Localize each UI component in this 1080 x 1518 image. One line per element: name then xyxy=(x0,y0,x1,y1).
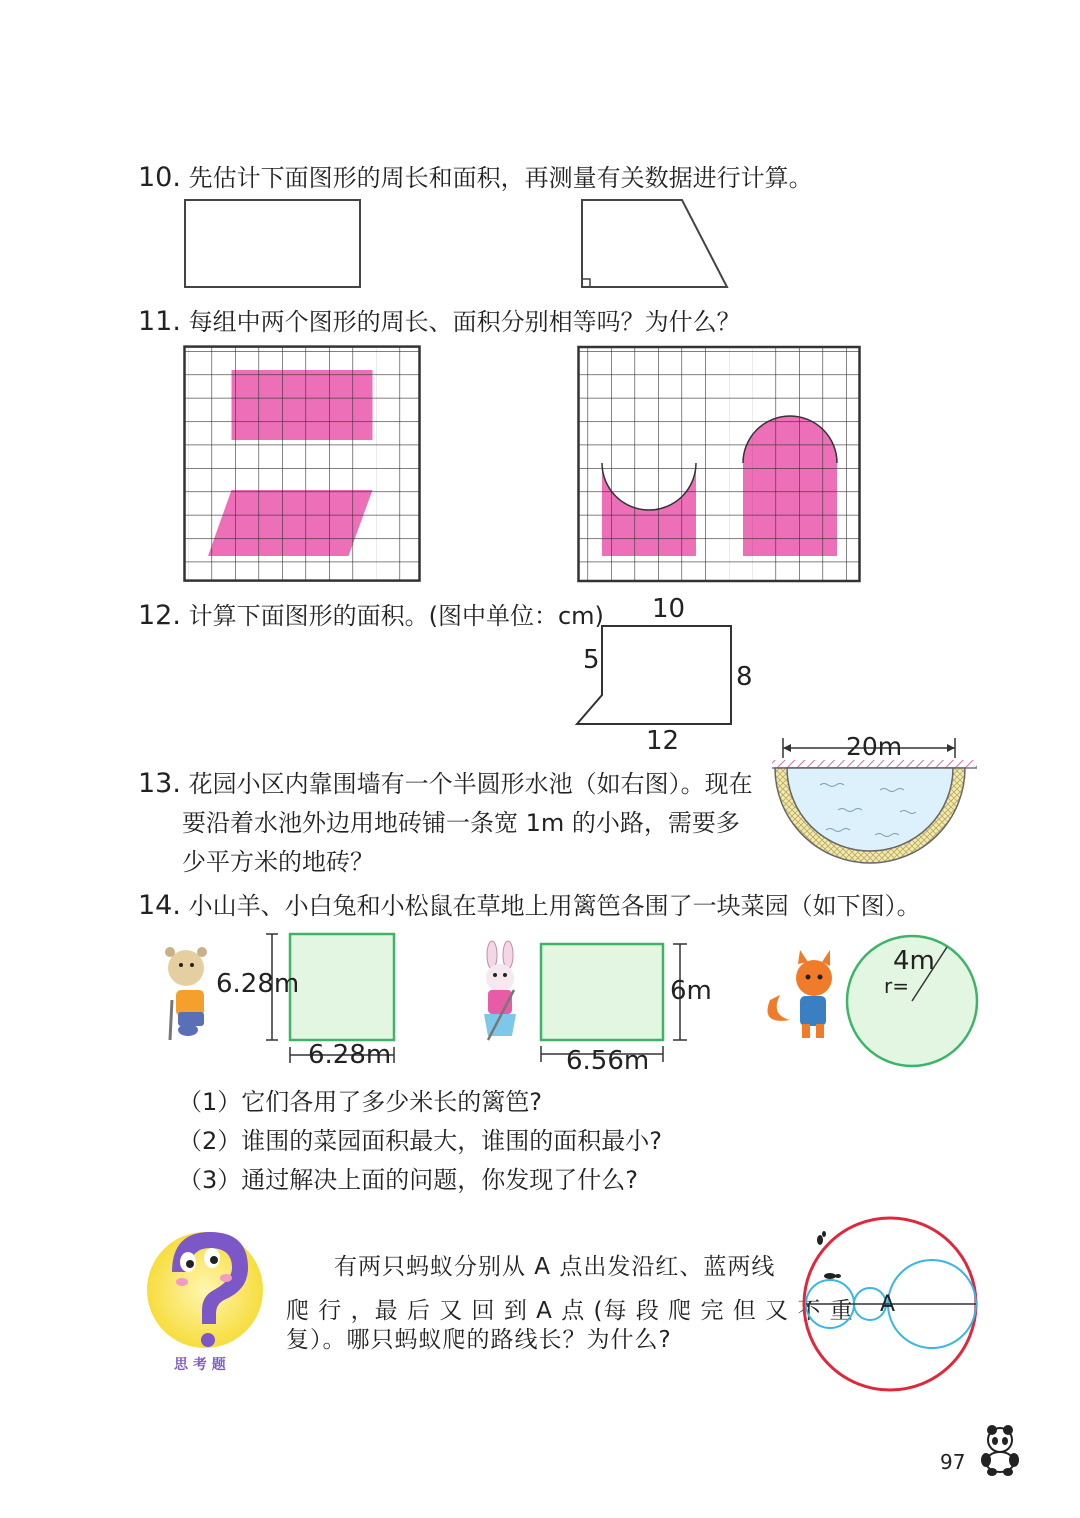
question-number: 11. xyxy=(138,306,181,337)
question-number: 13. xyxy=(138,768,181,799)
pond-width-label: 20m xyxy=(846,732,903,761)
question-number: 14. xyxy=(138,890,181,921)
sub-question: （1）它们各用了多少米长的篱笆? xyxy=(178,1088,543,1116)
label-right: 8 xyxy=(736,662,753,692)
question-text-line: 花园小区内靠围墙有一个半圆形水池（如右图）。现在 xyxy=(188,770,753,798)
label-left: 5 xyxy=(583,645,600,675)
think-text-line: 复）。哪只蚂蚁爬的路线长？为什么? xyxy=(286,1327,672,1353)
question-text: 小山羊、小白兔和小松鼠在草地上用篱笆各围了一块菜园（如下图）。 xyxy=(188,892,921,920)
point-a-label: A xyxy=(880,1292,896,1317)
question-text: 每组中两个图形的周长、面积分别相等吗？为什么？ xyxy=(188,308,741,336)
sub-question: （3）通过解决上面的问题，你发现了什么? xyxy=(178,1166,639,1194)
question-number: 12. xyxy=(138,600,181,631)
think-text-line: 有两只蚂蚁分别从 A 点出发沿红、蓝两线 xyxy=(334,1254,776,1280)
label-bottom: 12 xyxy=(646,726,680,756)
question-text-line: 少平方米的地砖？ xyxy=(182,848,374,876)
rect-side-label: 6m xyxy=(670,976,712,1006)
question-text-line: 要沿着水池外边用地砖铺一条宽 1m 的小路，需要多 xyxy=(182,809,740,837)
square-side-label: 6.28m xyxy=(216,969,300,999)
rect-bottom-label: 6.56m xyxy=(566,1046,650,1076)
sub-question: （2）谁围的菜园面积最大，谁围的面积最小? xyxy=(178,1127,663,1155)
question-text: 先估计下面图形的周长和面积，再测量有关数据进行计算。 xyxy=(188,164,813,192)
circle-radius-label: 4m xyxy=(893,946,935,976)
page-number: 97 xyxy=(940,1450,966,1474)
think-text-line: 爬 行 ，最 后 又 回 到 A 点 (每 段 爬 完 但 又 不 重 xyxy=(286,1298,854,1324)
think-badge-label: 思 考 题 xyxy=(174,1357,226,1373)
question-text: 计算下面图形的面积。(图中单位：cm) xyxy=(188,602,604,630)
label-top: 10 xyxy=(652,594,686,624)
circle-r-label: r= xyxy=(884,974,909,998)
square-bottom-label: 6.28m xyxy=(308,1040,392,1070)
question-number: 10. xyxy=(138,162,181,193)
